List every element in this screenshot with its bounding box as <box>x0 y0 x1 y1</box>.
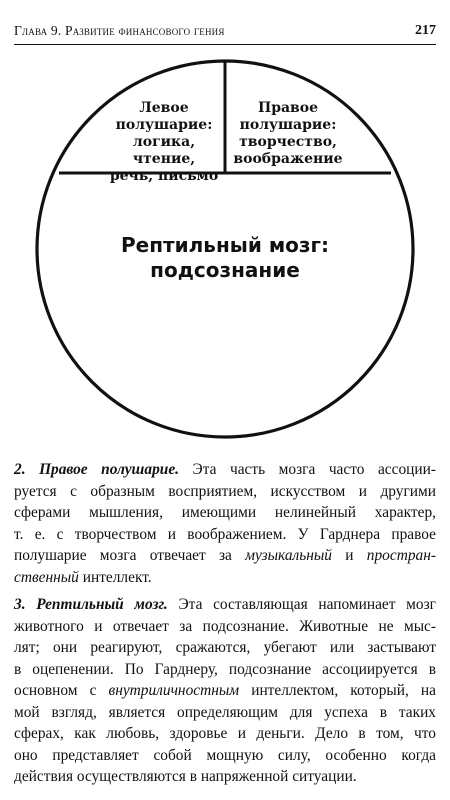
paragraph-reptilian-brain <box>14 594 436 788</box>
text-line: действия осуществляются в напряженной ситуации. <box>14 768 357 785</box>
italic-term: внутриличностным <box>108 682 240 699</box>
text-fragment: основном с <box>14 682 97 699</box>
text-line: оно представляет собой мощную силу, особенно когда <box>14 746 436 764</box>
reptilian-brain-label: Рептильный мозг: подсознание <box>121 233 329 282</box>
text-fragment: Эта составляющая напоминает мозг <box>178 596 436 613</box>
text-fragment: Эта часть мозга часто ассоции- <box>192 461 436 478</box>
text-line <box>14 680 436 702</box>
text-fragment: полушарие мозга отвечает за <box>14 547 232 564</box>
left-hemisphere-label: Левое полушарие: логика, чтение, речь, письмо <box>109 100 219 184</box>
chapter-title: Глава 9. Развитие финансового гения <box>14 23 225 38</box>
text-line: руется с образным восприятием, искусством и другими <box>14 482 436 500</box>
text-fragment: интеллект. <box>82 568 152 586</box>
text-line: лят; они реагируют, сражаются, убегают или застывают <box>14 639 436 656</box>
text-line: мой взгляд, является определяющим для успеха в таких <box>14 703 436 721</box>
page-number: 217 <box>415 23 436 38</box>
italic-term: простран- <box>366 547 436 564</box>
text-line: в оцепенении. По Гарднеру, подсознание ассоциируется в <box>14 660 436 678</box>
paragraph-lead: 2. Правое полушарие. <box>14 461 179 478</box>
text-line: животного и отвечает за подсознание. Животные не мыс- <box>14 617 436 635</box>
text-line <box>14 545 436 567</box>
text-line <box>14 594 436 616</box>
paragraph-right-hemisphere <box>14 459 436 588</box>
text-line <box>14 459 436 481</box>
italic-term: ственный <box>14 568 79 586</box>
text-line: т. е. с творчеством и воображением. У Гарднера правое <box>14 525 436 543</box>
text-line: сферами мышления, имеющими нелинейный характер, <box>14 504 436 521</box>
text-line: сферах, как любовь, здоровье и деньги. Дело в том, что <box>14 725 436 742</box>
italic-term: музыкальный <box>245 547 332 564</box>
text-fragment: интеллектом, который, на <box>251 682 436 699</box>
text-fragment: и <box>345 547 354 564</box>
right-hemisphere-label: Правое полушарие: творчество, воображение <box>233 100 343 167</box>
paragraph-lead: 3. Рептильный мозг. <box>14 596 168 613</box>
text-line <box>14 567 436 589</box>
